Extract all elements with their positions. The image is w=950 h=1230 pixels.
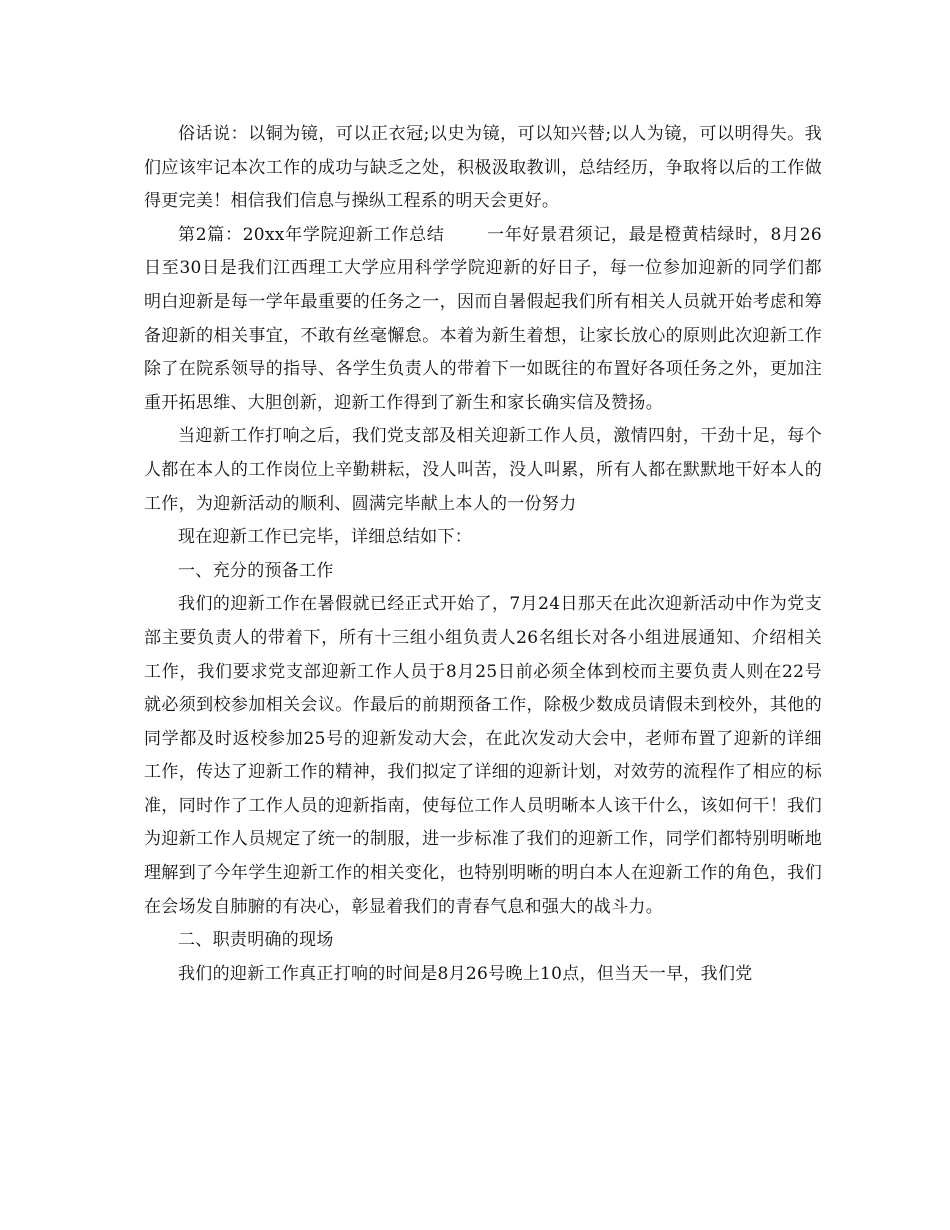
paragraph-work-start: 当迎新工作打响之后，我们党支部及相关迎新工作人员，激情四射，干劲十足，每个人都在本人的工作岗位上辛勤耕耘，没人叫苦，没人叫累，所有人都在默默地干好本人的工作，为迎新活动的顺利、圆满完毕献上本人的一份努力 [144,426,822,514]
paragraph-article-2-intro [144,219,822,421]
section-heading-preparation: 一、充分的预备工作 [178,560,334,581]
paragraph-onsite: 我们的迎新工作真正打响的时间是8月26号晚上10点，但当天一早，我们党 [178,963,753,984]
article-title: 第2篇：20xx年学院迎新工作总结 [178,224,445,245]
paragraph-proverb: 俗话说：以铜为镜，可以正衣冠;以史为镜，可以知兴替;以人为镜，可以明得失。我们应该牢记本次工作的成功与缺乏之处，积极汲取教训，总结经历，争取将以后的工作做得更完美！相信我们信息与操纵工程系的明天会更好。 [144,124,822,212]
article-intro-text: 一年好景君须记，最是橙黄桔绿时，8月26日至30日是我们江西理工大学应用科学学院迎新的好日子，每一位参加迎新的同学们都明白迎新是每一学年最重要的任务之一，因而自暑假起我们所有相关人员就开始考虑和筹备迎新的相关事宜，不敢有丝毫懈怠。本着为新生着想，让家长放心的原则此次迎新工作除了在院系领导的指导、各学生负责人的带着下一如既往的布置好各项任务之外，更加注重开拓思维、大胆创新，迎新工作得到了新生和家长确实信及赞扬。 [144,224,822,413]
paragraph-summary-lead: 现在迎新工作已完毕，详细总结如下： [178,527,473,548]
paragraph-preparation: 我们的迎新工作在暑假就已经正式开始了，7月24日那天在此次迎新活动中作为党支部主要负责人的带着下，所有十三组小组负责人26名组长对各小组进展通知、介绍相关工作，我们要求党支部迎新工作人员于8月25日前必须全体到校而主要负责人则在22号就必须到校参加相关会议。作最后的前期预备工作，除极少数成员请假未到校外，其他的同学都及时返校参加25号的迎新发动大会，在此次发动大会中，老师布置了迎新的详细工作，传达了迎新工作的精神，我们拟定了详细的迎新计划，对效劳的流程作了相应的标准，同时作了工作人员的迎新指南，使每位工作人员明晰本人该干什么，该如何干！我们为迎新工作人员规定了统一的制服，进一步标准了我们的迎新工作，同学们都特别明晰地理解到了今年学生迎新工作的相关变化，也特别明晰的明白本人在迎新工作的角色，我们在会场发自肺腑的有决心，彰显着我们的青春气息和强大的战斗力。 [144,594,822,917]
section-heading-onsite: 二、职责明确的现场 [178,930,334,951]
